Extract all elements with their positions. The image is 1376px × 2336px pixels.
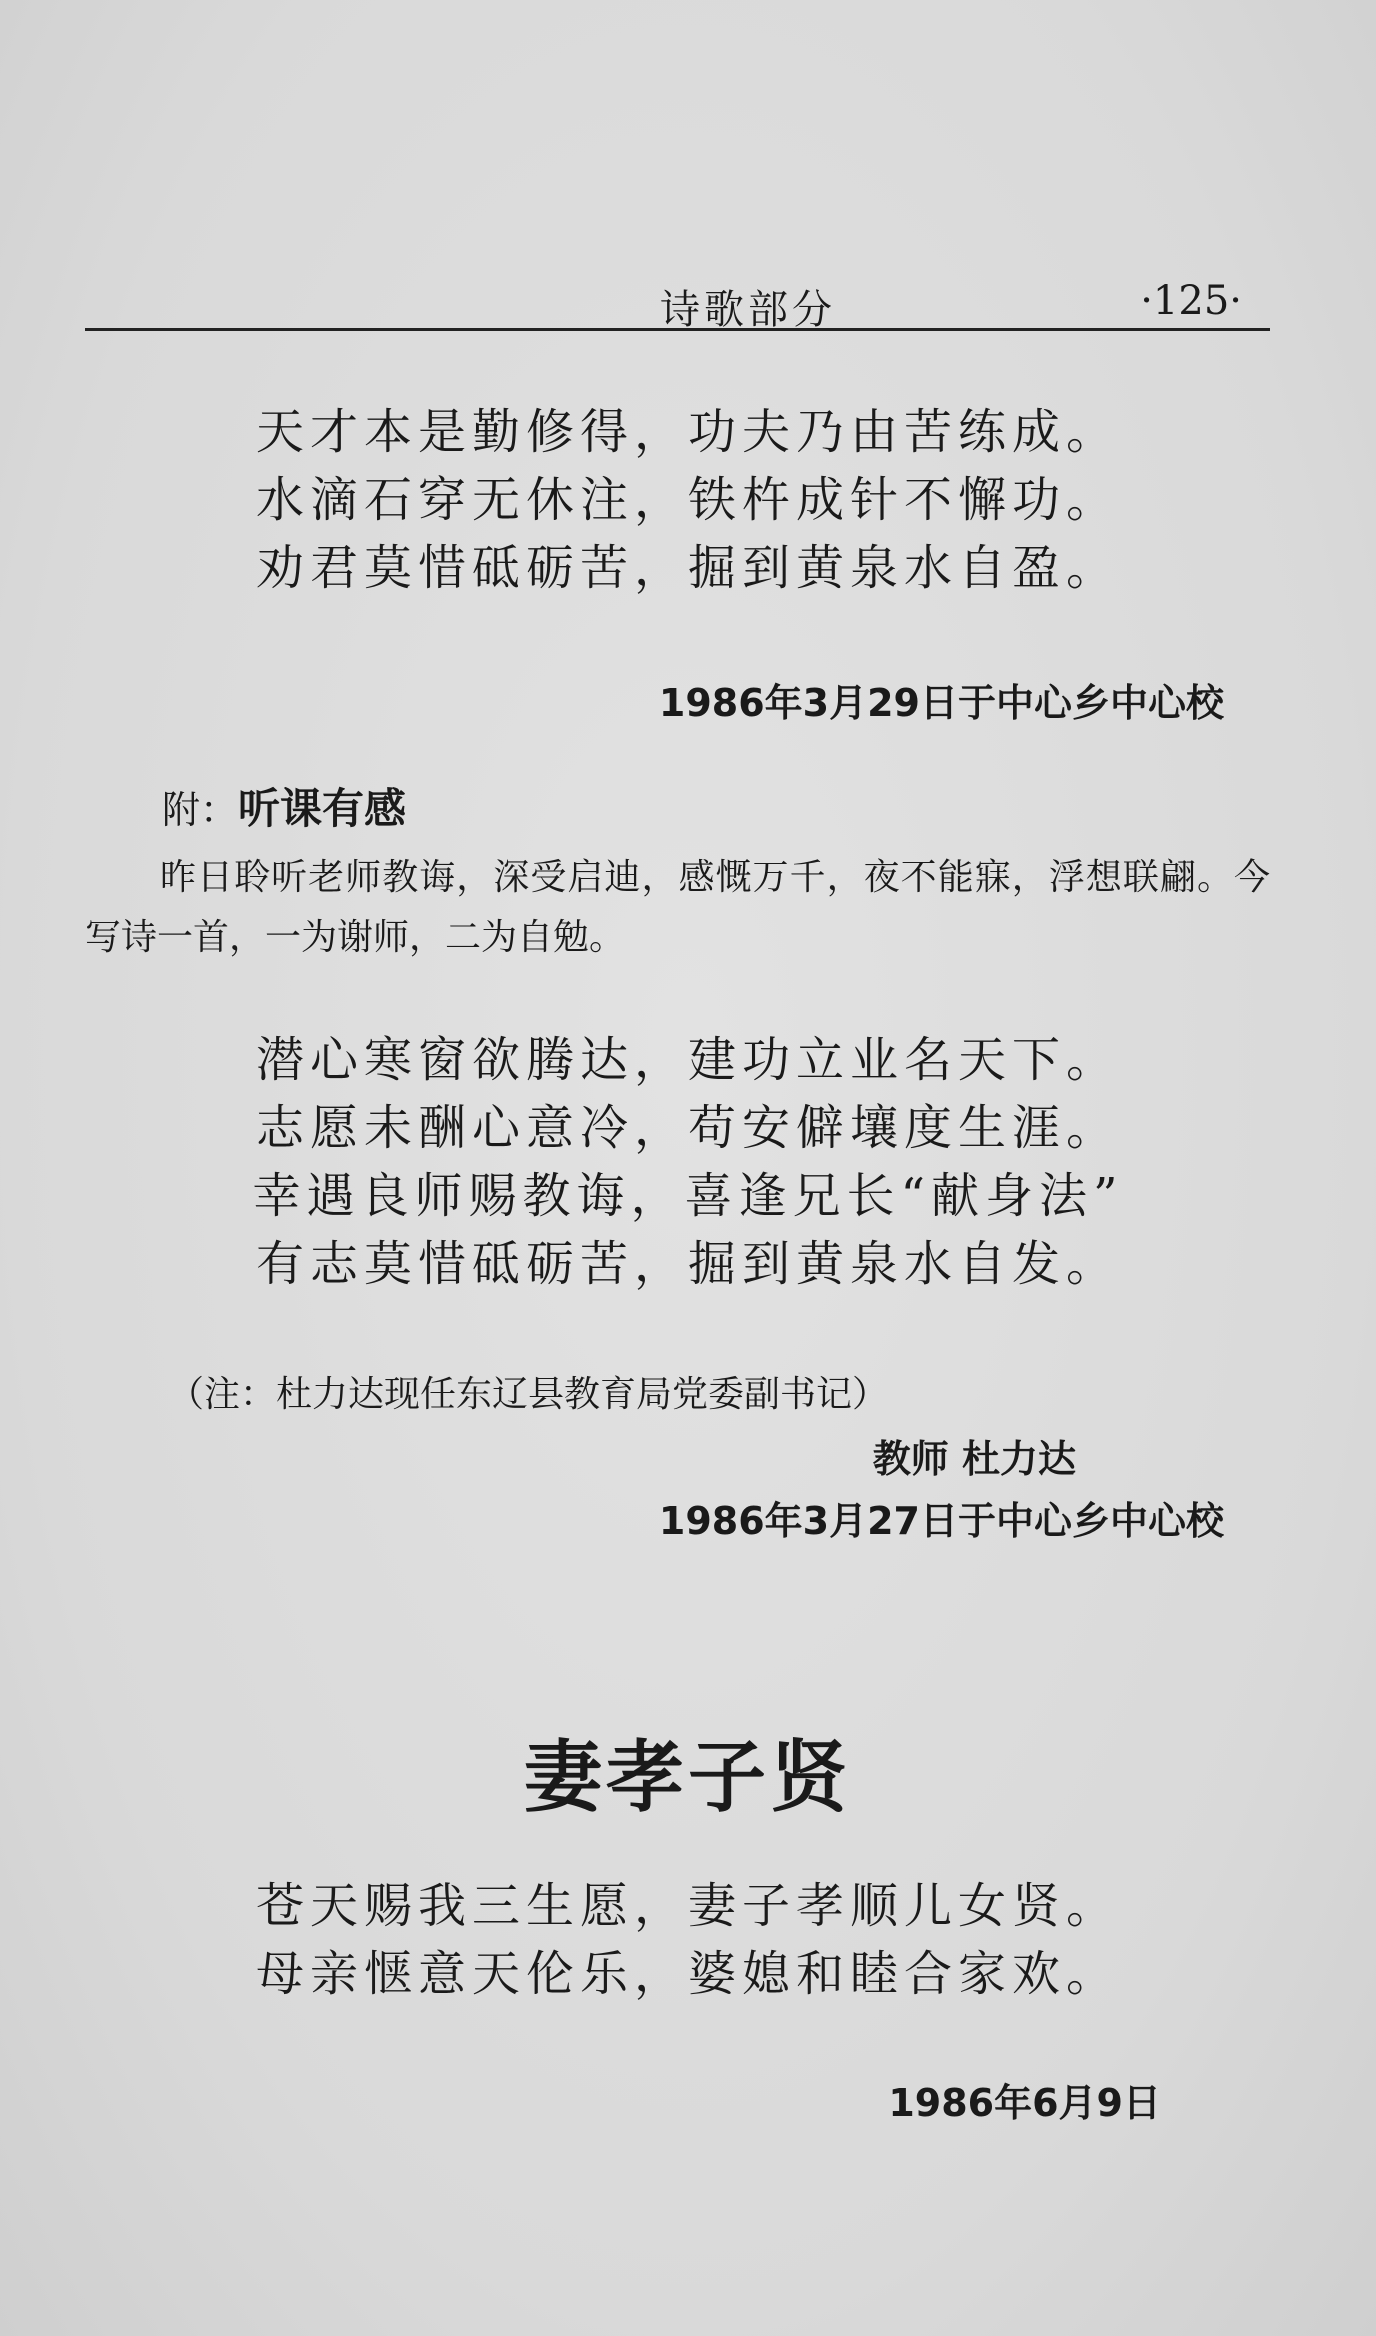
- poem-line: 志愿未酬心意冷，苟安僻壤度生涯。: [255, 1100, 1120, 1156]
- annotation-note: （注：杜力达现任东辽县教育局党委副书记）: [168, 1374, 889, 1415]
- poem-2: [0, 1872, 1376, 2008]
- appendix-paragraph: 昨日聆听老师教诲，深受启迪，感慨万千，夜不能寐，浮想联翩。今写诗一首，一为谢师，二为自勉。: [85, 857, 1270, 958]
- poem-1: [0, 398, 1376, 602]
- poem-line: 幸遇良师赐教诲，喜逢兄长“献身法”: [252, 1168, 1124, 1224]
- poem-line: 劝君莫惜砥砺苦，掘到黄泉水自盈。: [255, 540, 1120, 596]
- page-number: ·125·: [1140, 278, 1242, 324]
- poem-1-date: 1986年3月29日于中心乡中心校: [658, 681, 1224, 725]
- poem-line: 天才本是勤修得，功夫乃由苦练成。: [255, 404, 1120, 460]
- poem-line: 有志莫惜砥砺苦，掘到黄泉水自发。: [255, 1236, 1120, 1292]
- poem-line: 苍天赐我三生愿，妻子孝顺儿女贤。: [255, 1878, 1120, 1934]
- poem-line: 潜心寒窗欲腾达，建功立业名天下。: [255, 1032, 1120, 1088]
- poem-2-title: 妻孝子贤: [523, 1732, 852, 1823]
- appendix-date: 1986年3月27日于中心乡中心校: [658, 1499, 1224, 1543]
- section-title: 诗歌部分: [660, 287, 836, 333]
- poem-line: 水滴石穿无休注，铁杵成针不懈功。: [255, 472, 1120, 528]
- page-header: [85, 270, 1270, 331]
- appendix-heading: [162, 776, 406, 836]
- appendix-poem: [0, 1026, 1376, 1298]
- appendix-prefix: 附：: [162, 788, 239, 832]
- appendix-title: 听课有感: [238, 784, 407, 833]
- author-signature: 教师 杜力达: [872, 1437, 1076, 1481]
- poem-line: 母亲惬意天伦乐，婆媳和睦合家欢。: [255, 1946, 1120, 2002]
- poem-2-date: 1986年6月9日: [888, 2081, 1161, 2125]
